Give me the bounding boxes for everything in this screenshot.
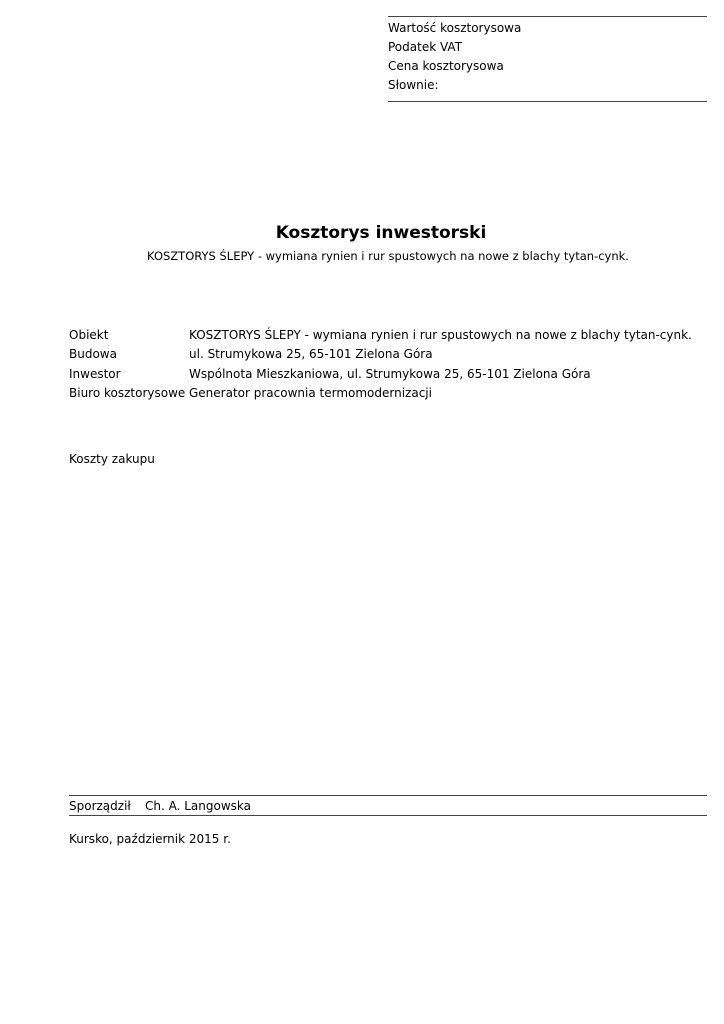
signature-bottom-rule [69,815,707,816]
info-label: Obiekt [69,328,109,342]
cost-summary-box [388,16,707,102]
place-and-date: Kursko, październik 2015 r. [69,832,231,846]
project-info-table [69,326,692,403]
info-row-cost-office [69,384,692,403]
summary-row-cost-value: Wartość kosztorysowa [388,21,522,35]
summary-row-cost-price: Cena kosztorysowa [388,59,504,73]
info-value: KOSZTORYS ŚLEPY - wymiana rynien i rur spustowych na nowe z blachy tytan-cynk. [189,328,692,342]
purchase-costs-label: Koszty zakupu [69,452,155,466]
signature-row [69,796,707,815]
summary-row-in-words: Słownie: [388,78,439,92]
info-label: Budowa [69,347,117,362]
signature-block [69,795,707,816]
info-label: Inwestor [69,366,121,381]
info-row-site [69,345,692,364]
signature-label: Sporządził [69,799,131,813]
info-row-investor [69,365,692,384]
summary-bottom-rule [388,101,707,102]
document-title: Kosztorys inwestorski [275,223,487,243]
info-value: ul. Strumykowa 25, 65-101 Zielona Góra [189,347,433,362]
info-label: Biuro kosztorysowe [69,385,186,400]
summary-rows [388,17,707,95]
info-row-object [69,326,692,345]
document-subtitle: KOSZTORYS ŚLEPY - wymiana rynien i rur spustowych na nowe z blachy tytan-cynk. [147,249,629,263]
info-value: Wspólnota Mieszkaniowa, ul. Strumykowa 25, 65-101 Zielona Góra [189,366,591,381]
signature-name: Ch. A. Langowska [145,799,252,813]
info-value: Generator pracownia termomodernizacji [189,385,432,400]
summary-row-vat: Podatek VAT [388,40,463,54]
